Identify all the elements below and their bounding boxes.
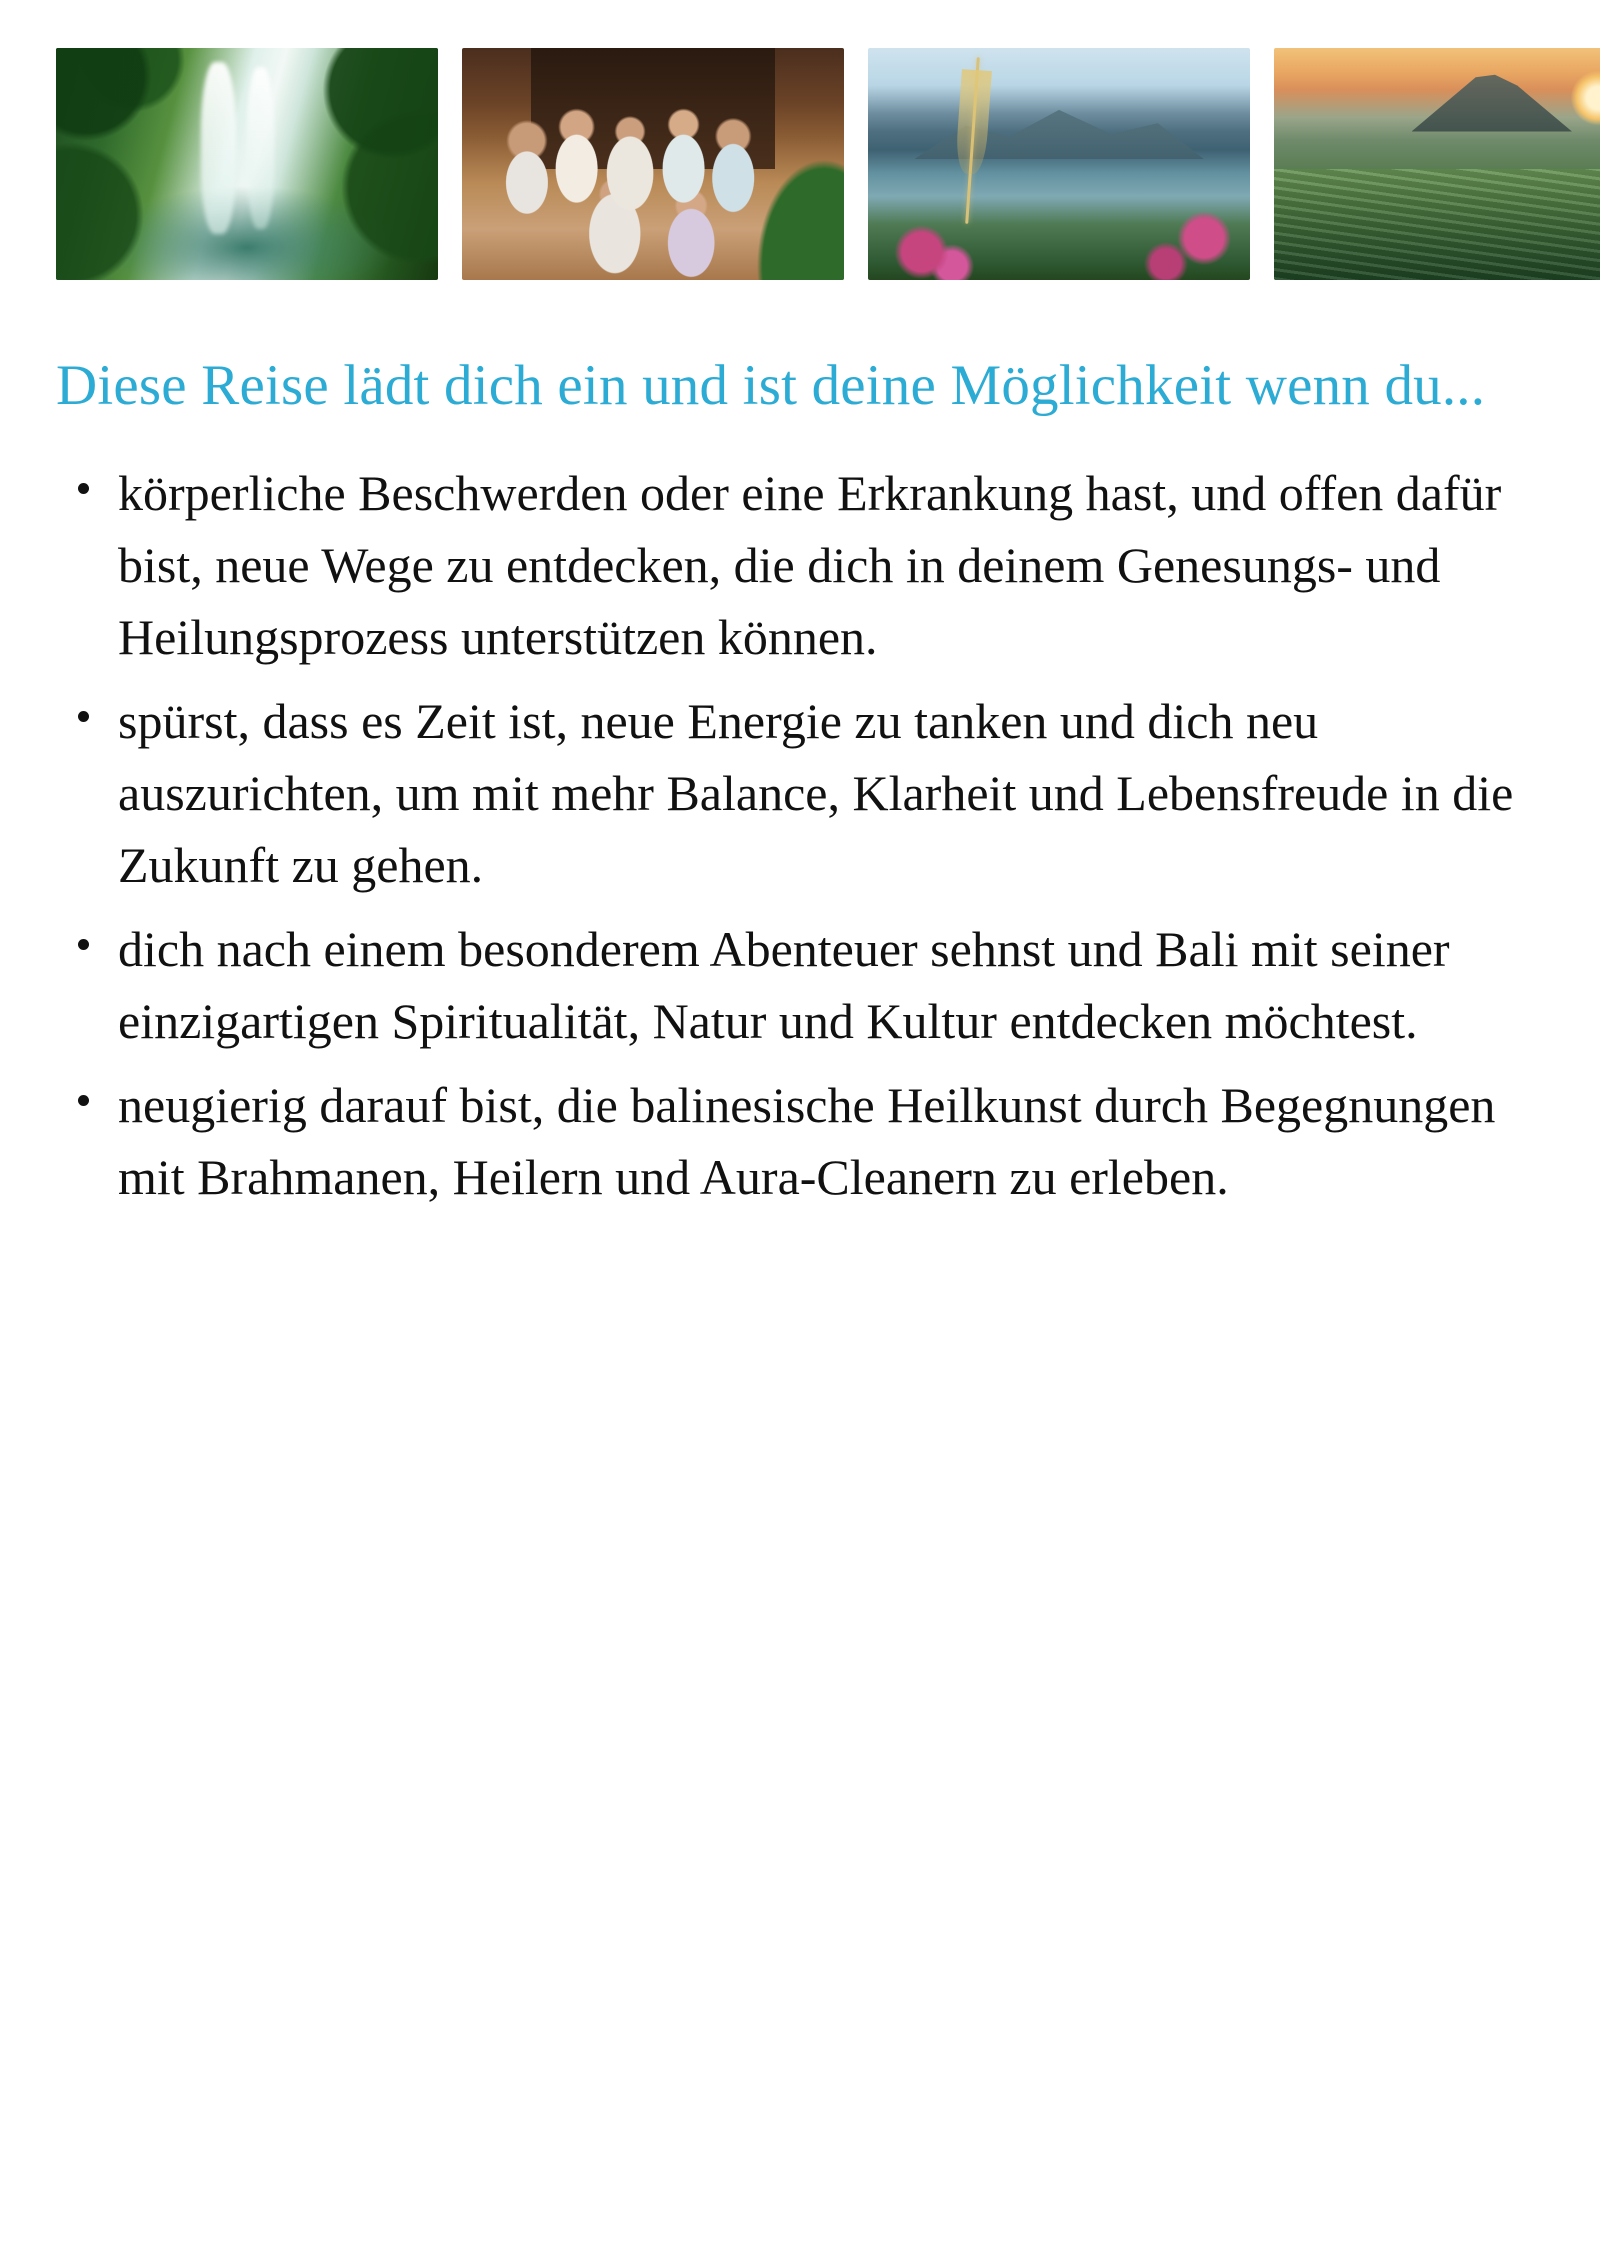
list-item xyxy=(56,913,1544,1057)
volcano-rice-terraces-photo xyxy=(1274,48,1600,280)
volcano-peak-shape xyxy=(1412,71,1572,131)
list-item-text: spürst, dass es Zeit ist, neue Energie zu tanken und dich neu auszurichten, um mit mehr Balance, Klarheit und Lebensfreude in die Zukunft zu gehen. xyxy=(118,693,1514,894)
waterfall-photo xyxy=(56,48,438,280)
plant-shape xyxy=(745,141,844,280)
list-item xyxy=(56,457,1544,673)
bullet-dot-icon xyxy=(78,1095,89,1106)
lake-volcano-photo xyxy=(868,48,1250,280)
list-item-text: dich nach einem besonderem Abenteuer sehnst und Bali mit seiner einzigartigen Spiritualität, Natur und Kultur entdecken möchtest. xyxy=(118,921,1450,1050)
bullet-dot-icon xyxy=(78,483,89,494)
page-title: Diese Reise lädt dich ein und ist deine Möglichkeit wenn du... xyxy=(56,354,1486,417)
bullet-dot-icon xyxy=(78,711,89,722)
list-item-text: körperliche Beschwerden oder eine Erkrankung hast, und offen dafür bist, neue Wege zu entdecken, die dich in deinem Genesungs- und Heilungsprozess unterstützen können. xyxy=(118,465,1502,666)
list-item xyxy=(56,685,1544,901)
photo-strip xyxy=(0,0,1600,280)
bullet-dot-icon xyxy=(78,939,89,950)
list-item-text: neugierig darauf bist, die balinesische Heilkunst durch Begegnungen mit Brahmanen, Heilern und Aura-Cleanern zu erleben. xyxy=(118,1077,1496,1206)
foliage-overlay xyxy=(56,48,438,280)
invitation-bullet-list xyxy=(56,457,1544,1213)
list-item xyxy=(56,1069,1544,1213)
sun-shape xyxy=(1571,71,1600,125)
rice-terraces-shape xyxy=(1274,169,1600,280)
group-photo xyxy=(462,48,844,280)
flowers-shape xyxy=(868,48,1250,280)
